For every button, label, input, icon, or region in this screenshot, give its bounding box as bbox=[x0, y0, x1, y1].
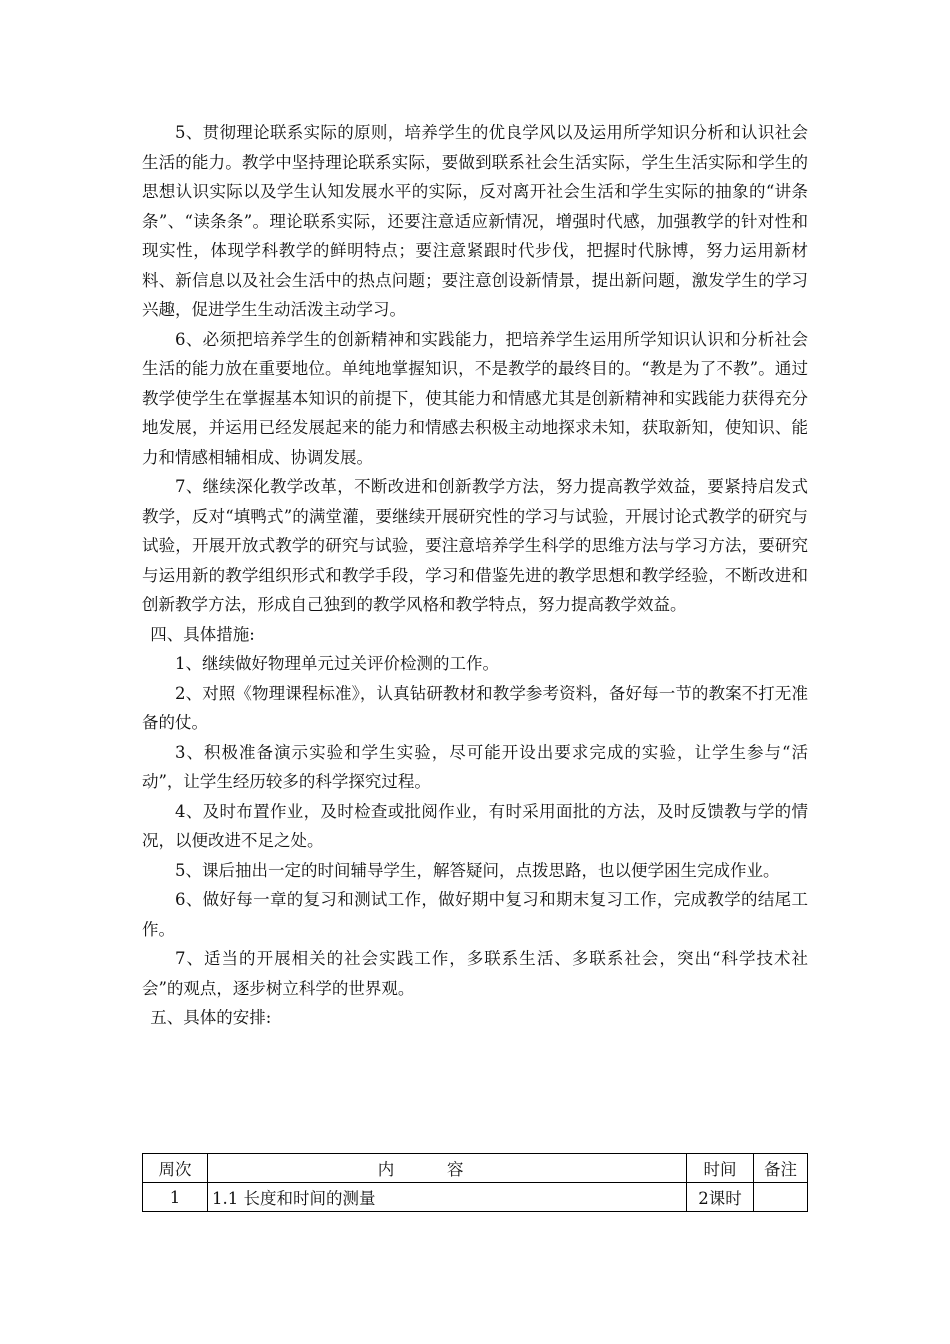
measure-item-5: 5、课后抽出一定的时间辅导学生，解答疑问，点拨思路，也以便学困生完成作业。 bbox=[175, 860, 780, 880]
document-body bbox=[142, 118, 808, 1033]
header-time: 时间 bbox=[687, 1154, 754, 1183]
measure-item-1: 1、继续做好物理单元过关评价检测的工作。 bbox=[175, 654, 499, 673]
measure-item-6: 6、做好每一章的复习和测试工作，做好期中复习和期末复习工作，完成教学的结尾工作。 bbox=[142, 890, 808, 939]
section-5-heading: 五、具体的安排: bbox=[150, 1008, 272, 1027]
header-week: 周次 bbox=[143, 1154, 208, 1183]
schedule-table bbox=[142, 1153, 808, 1212]
cell-time: 2课时 bbox=[687, 1183, 754, 1212]
measure-item-7: 7、适当的开展相关的社会实践工作，多联系生活、多联系社会，突出“科学技术社会”的观点，逐步树立科学的世界观。 bbox=[142, 949, 808, 998]
table-header-row bbox=[143, 1154, 808, 1183]
paragraph-5: 5、贯彻理论联系实际的原则，培养学生的优良学风以及运用所学知识分析和认识社会生活的能力。教学中坚持理论联系实际，要做到联系社会生活实际，学生生活实际和学生的思想认识实际以及学生认知发展水平的实际，反对离开社会生活和学生实际的抽象的“讲条条”、“读条条”。理论联系实际，还要注意适应新情况，增强时代感，加强教学的针对性和现实性，体现学科教学的鲜明特点；要注意紧跟时代步伐，把握时代脉博，努力运用新材料、新信息以及社会生活中的热点问题；要注意创设新情景，提出新问题，激发学生的学习兴趣，促进学生生动活泼主动学习。 bbox=[142, 123, 808, 319]
table-row bbox=[143, 1183, 808, 1212]
paragraph-6: 6、必须把培养学生的创新精神和实践能力，把培养学生运用所学知识认识和分析社会生活的能力放在重要地位。单纯地掌握知识，不是教学的最终目的。“教是为了不教”。通过教学使学生在掌握基本知识的前提下，使其能力和情感尤其是创新精神和实践能力获得充分地发展，并运用已经发展起来的能力和情感去积极主动地探求未知，获取新知，使知识、能力和情感相辅相成、协调发展。 bbox=[142, 329, 808, 467]
cell-week: 1 bbox=[143, 1183, 208, 1212]
cell-note bbox=[754, 1183, 808, 1212]
measure-item-4: 4、及时布置作业，及时检查或批阅作业，有时采用面批的方法，及时反馈教与学的情况，以便改进不足之处。 bbox=[142, 801, 808, 850]
measure-item-3: 3、积极准备演示实验和学生实验，尽可能开设出要求完成的实验，让学生参与“活动”，让学生经历较多的科学探究过程。 bbox=[142, 742, 808, 791]
section-4-heading: 四、具体措施: bbox=[150, 624, 255, 644]
paragraph-7: 7、继续深化教学改革，不断改进和创新教学方法，努力提高教学效益，要紧持启发式教学，反对“填鸭式”的满堂灌，要继续开展研究性的学习与试验，开展讨论式教学的研究与试验，开展开放式教学的研究与试验，要注意培养学生科学的思维方法与学习方法，要研究与运用新的教学组织形式和教学手段，学习和借鉴先进的教学思想和教学经验，不断改进和创新教学方法，形成自己独到的教学风格和教学特点，努力提高教学效益。 bbox=[142, 477, 808, 614]
cell-content: 1.1 长度和时间的测量 bbox=[208, 1183, 687, 1212]
header-note: 备注 bbox=[754, 1154, 808, 1183]
measure-item-2: 2、对照《物理课程标准》，认真钻研教材和教学参考资料，备好每一节的教案不打无准备的仗。 bbox=[142, 683, 808, 732]
header-content: 内容 bbox=[208, 1154, 687, 1183]
